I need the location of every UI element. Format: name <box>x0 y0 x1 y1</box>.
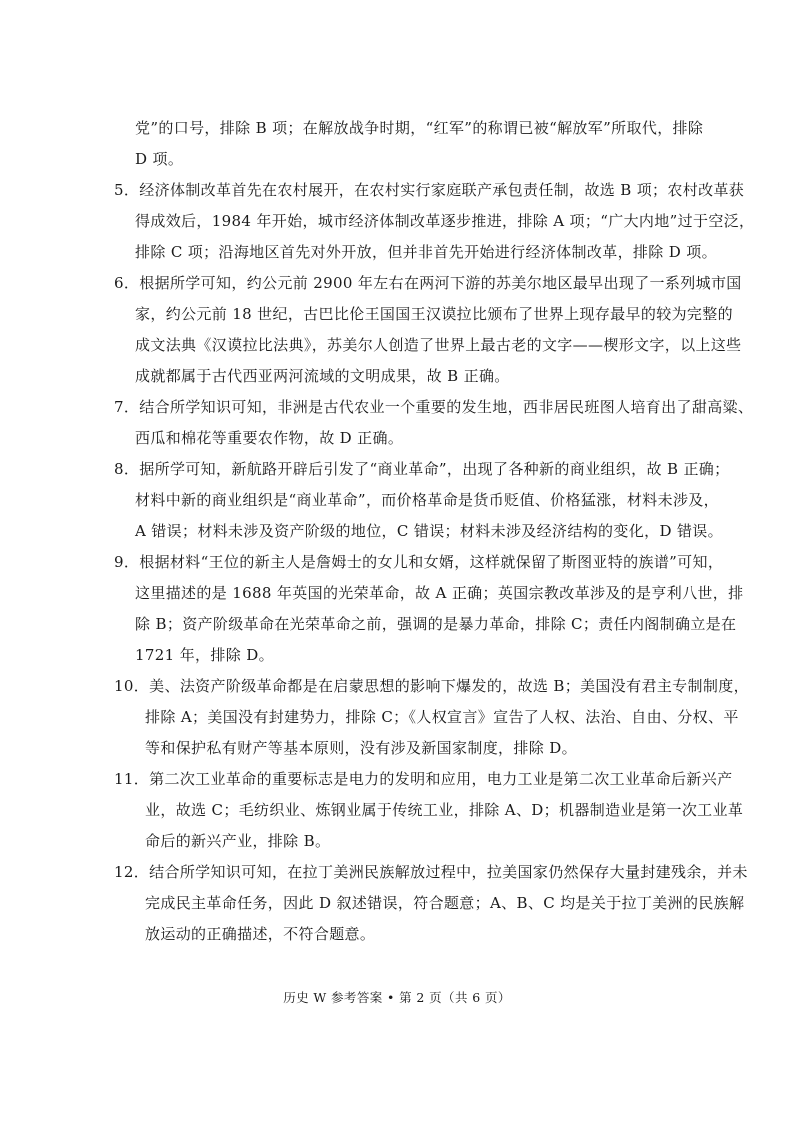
text-line: 材料中新的商业组织是“商业革命”，而价格革命是货币贬值、价格猛涨，材料未涉及， <box>135 491 719 509</box>
text-line: 家，约公元前 18 世纪，古巴比伦王国国王汉谟拉比颁布了世界上现存最早的较为完整的 <box>135 305 733 323</box>
answer-6-line: 6．根据所学可知，约公元前 2900 年左右在两河下游的苏美尔地区最早出现了一系列城市国 <box>114 274 742 292</box>
text-line: 1721 年，排除 D。 <box>135 646 274 664</box>
text-line: 完成民主革命任务，因此 D 叙述错误，符合题意；A、B、C 均是关于拉丁美洲的民族解 <box>145 894 745 912</box>
answer-9-line: 9．根据材料“王位的新主人是詹姆士的女儿和女婿，这样就保留了斯图亚特的族谱”可知， <box>114 553 724 571</box>
text-line: 排除 A；美国没有封建势力，排除 C；《人权宣言》宣告了人权、法治、自由、分权、平 <box>145 708 739 726</box>
text-line: 等和保护私有财产等基本原则，没有涉及新国家制度，排除 D。 <box>145 739 577 757</box>
answer-5-line: 5．经济体制改革首先在农村展开，在农村实行家庭联产承包责任制，故选 B 项；农村改革获 <box>114 181 745 199</box>
text-line: 排除 C 项；沿海地区首先对外开放，但并非首先开始进行经济体制改革，排除 D 项。 <box>135 243 717 261</box>
text-line: 成就都属于古代西亚两河流域的文明成果，故 B 正确。 <box>135 367 510 385</box>
text-line: A 错误；材料未涉及资产阶级的地位，C 错误；材料未涉及经济结构的变化，D 错误。 <box>135 522 723 540</box>
text-line: 党”的口号，排除 B 项；在解放战争时期，“红军”的称谓已被“解放军”所取代，排除 <box>135 119 704 137</box>
text-line: 西瓜和棉花等重要农作物，故 D 正确。 <box>135 429 404 447</box>
answer-11-line: 11．第二次工业革命的重要标志是电力的发明和应用，电力工业是第二次工业革命后新兴产 <box>114 770 733 788</box>
text-line: 这里描述的是 1688 年英国的光荣革命，故 A 正确；英国宗教改革涉及的是亨利八世，排 <box>135 584 744 602</box>
text-line: 放运动的正确描述，不符合题意。 <box>145 925 376 943</box>
page-footer: 历史 W 参考答案 • 第 2 页（共 6 页） <box>283 990 511 1005</box>
answer-7-line: 7．结合所学知识可知，非洲是古代农业一个重要的发生地，西非居民班图人培育出了甜高粱、 <box>114 398 754 416</box>
text-line: D 项。 <box>135 150 184 168</box>
answer-8-line: 8．据所学可知，新航路开辟后引发了“商业革命”，出现了各种新的商业组织，故 B 正确； <box>114 460 730 478</box>
answer-10-line: 10．美、法资产阶级革命都是在启蒙思想的影响下爆发的，故选 B；美国没有君主专制制度， <box>114 677 749 695</box>
text-line: 除 B；资产阶级革命在光荣革命之前，强调的是暴力革命，排除 C；责任内阁制确立是在 <box>135 615 737 633</box>
text-line: 成文法典《汉谟拉比法典》，苏美尔人创造了世界上最古老的文字——楔形文字，以上这些 <box>135 336 742 354</box>
text-line: 命后的新兴产业，排除 B。 <box>145 832 331 850</box>
answer-12-line: 12．结合所学知识可知，在拉丁美洲民族解放过程中，拉美国家仍然保存大量封建残余，并未 <box>114 863 748 881</box>
text-line: 得成效后，1984 年开始，城市经济体制改革逐步推进，排除 A 项；“广大内地”过于空泛， <box>135 212 755 230</box>
text-line: 业，故选 C；毛纺织业、炼钢业属于传统工业，排除 A、D；机器制造业是第一次工业革 <box>145 801 744 819</box>
